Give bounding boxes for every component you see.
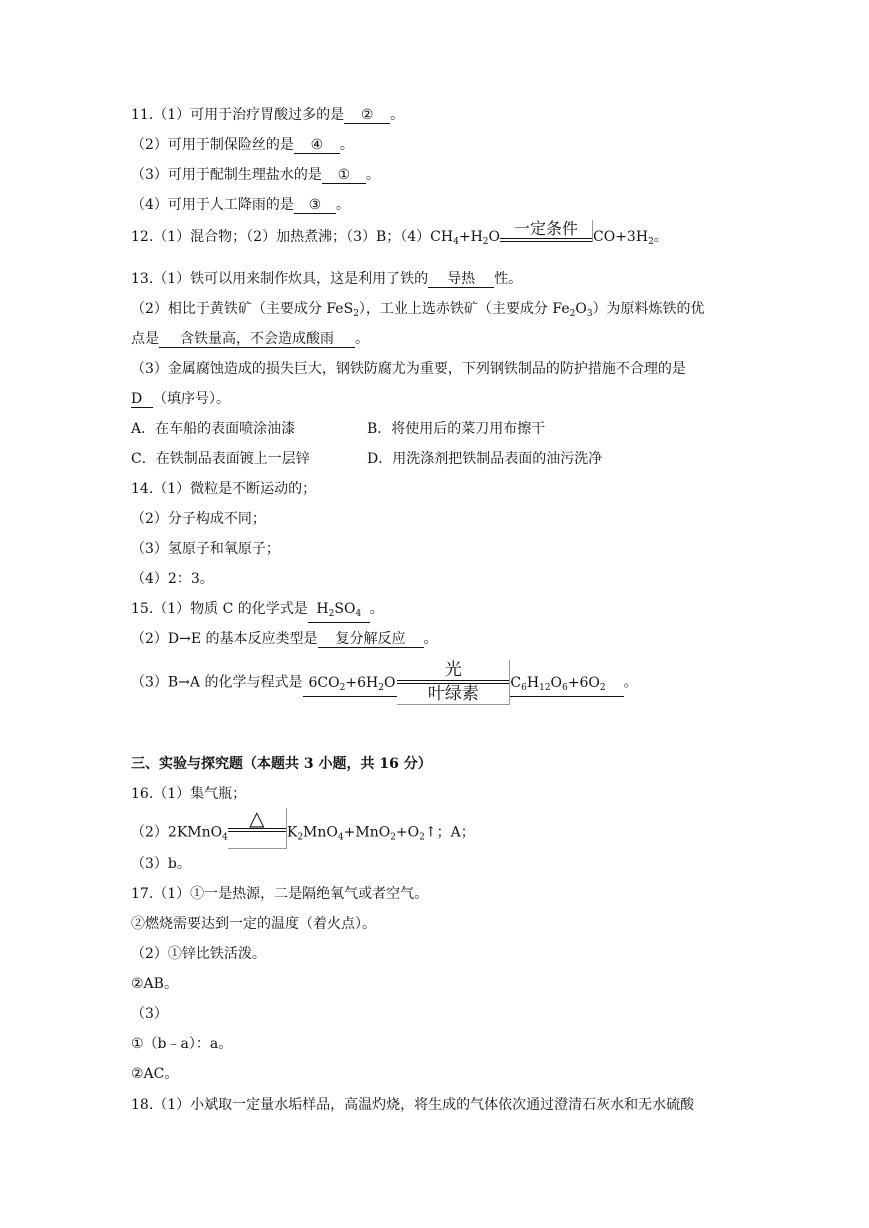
q11-p4-text: （4）可用于人工降雨的是 — [131, 197, 294, 213]
q13-line-2 — [131, 300, 705, 323]
q17-line-7: ②AC。 — [131, 1066, 179, 1082]
q15-p3-text: （3）B→A 的化学与程式是 — [131, 674, 303, 691]
q15-p3-right-sub2: 12 — [539, 682, 551, 693]
q12-double-line — [500, 238, 592, 242]
q17-line-4: ②AB。 — [131, 976, 178, 992]
q11-p3-end: 。 — [365, 167, 380, 183]
q11-p1-text: 11.（1）可用于治疗胃酸过多的是 — [131, 107, 345, 123]
q16-p2-a: （2）2KMnO — [131, 824, 223, 841]
q13-p2-end: 。 — [355, 331, 369, 347]
q17-line-6: ①（b﹣a）：a。 — [131, 1036, 233, 1052]
q15-p3-end: 。 — [623, 674, 638, 691]
q16-p2-sub3: 4 — [337, 832, 344, 843]
q11-line-1 — [131, 106, 404, 124]
q11-line-3 — [131, 166, 380, 184]
q15-p3-right-sub1: 6 — [521, 682, 527, 693]
q13-line-3 — [131, 330, 369, 348]
q16-p2-sub2: 2 — [297, 832, 304, 843]
q15-p3-right-a: C — [510, 674, 522, 691]
q13-line-5 — [131, 390, 230, 408]
q15-p3-left-side — [303, 675, 398, 697]
q16-line-2 — [131, 806, 475, 853]
section-3-heading: 三、实验与探究题（本题共 3 小题，共 16 分） — [131, 756, 432, 772]
q12-sub-2b: 2 — [648, 237, 654, 247]
q13-p2-text-a: （2）相比于黄铁矿（主要成分 FeS — [131, 301, 354, 317]
q12-condition-label: 一定条件 — [514, 219, 579, 238]
q16-p2-sub1: 4 — [222, 832, 228, 843]
q13-p2-line2-pre: 点是 — [131, 331, 159, 347]
q15-line-2 — [131, 630, 438, 648]
q15-p3-condition-box — [397, 660, 510, 705]
q13-option-a: A．在车船的表面喷涂油漆 — [131, 421, 296, 437]
q11-p4-answer: ③ — [294, 197, 336, 214]
q13-option-b: B．将使用后的菜刀用布擦干 — [367, 421, 546, 437]
q11-p3-answer: ① — [322, 167, 366, 184]
q13-p3-text: （3）金属腐蚀造成的损失巨大，钢铁防腐尤为重要，下列钢铁制品的防护措施不合理的是 — [131, 361, 686, 377]
q13-p2-text-c: O — [575, 301, 587, 317]
q15-p3-left-b: +6H — [345, 674, 379, 691]
q13-p2-text-b: ），工业上选赤铁矿（主要成分 Fe — [358, 301, 570, 317]
q16-line-3: （3）b。 — [131, 856, 191, 872]
q18-line-1: 18.（1）小斌取一定量水垢样品，高温灼烧，将生成的气体依次通过澄清石灰水和无水硫酸 — [131, 1097, 695, 1113]
q11-line-4 — [131, 196, 350, 214]
q12-text-c: O — [488, 229, 501, 245]
q15-line-1 — [131, 600, 384, 623]
q14-line-4: （4）2：3。 — [131, 571, 214, 587]
q15-p3-right-b: H — [526, 674, 540, 691]
q13-p2-text-d: ）为原料炼铁的优 — [592, 301, 705, 317]
q13-p2-sub-c: 3 — [586, 309, 593, 319]
q15-p3-condition-bottom: 叶绿素 — [427, 684, 479, 704]
q15-p1-ans-a: H — [316, 601, 329, 617]
q13-p2-answer: 含铁量高，不会造成酸雨 — [159, 331, 355, 348]
q16-p2-c: MnO — [303, 824, 338, 841]
q15-p3-left-a: 6CO — [308, 674, 340, 691]
q16-p2-sub4: 2 — [390, 832, 396, 843]
q15-p3-right-sub4: 2 — [599, 682, 606, 693]
q14-line-1: 14.（1）微粒是不断运动的； — [131, 481, 317, 497]
q15-p3-right-c: O — [550, 674, 563, 691]
q15-p2-text: （2）D→E 的基本反应类型是 — [131, 631, 318, 647]
q11-p3-text: （3）可用于配制生理盐水的是 — [131, 167, 322, 183]
q16-condition-box — [228, 808, 287, 849]
q13-p2-sub-a: 2 — [353, 309, 359, 319]
q13-options-row-1 — [131, 420, 545, 438]
q12-text-a: 12.（1）混合物；（2）加热煮沸；（3）B；（4）CH — [131, 229, 454, 245]
q16-p2-d: +MnO — [343, 824, 391, 841]
q15-p3-condition-top: 光 — [444, 660, 462, 680]
q15-p3-right-d: +6O — [567, 674, 600, 691]
q15-p3-left-sub1: 2 — [339, 682, 346, 693]
q12-end: 。 — [653, 229, 668, 245]
q17-line-1: 17.（1）①一是热源，二是隔绝氧气或者空气。 — [131, 886, 429, 902]
q11-p2-text: （2）可用于制保险丝的是 — [131, 137, 294, 153]
q11-p1-end: 。 — [390, 107, 405, 123]
q17-line-5: （3） — [131, 1006, 168, 1022]
q16-p2-f: ↑；A； — [424, 824, 475, 841]
q14-line-2: （2）分子构成不同； — [131, 511, 266, 527]
q11-p2-answer: ④ — [294, 137, 340, 154]
q12-text-d: CO+3H — [593, 229, 649, 245]
q13-p1-end: 性。 — [494, 271, 523, 287]
q15-p1-ans-sub1: 2 — [328, 609, 335, 619]
q15-p3-left-sub2: 2 — [378, 682, 384, 693]
q12-line — [131, 219, 668, 253]
q15-p1-text: 15.（1）物质 C 的化学式是 — [131, 601, 308, 617]
q13-option-d: D．用洗涤剂把铁制品表面的油污洗净 — [367, 451, 603, 467]
q15-p1-answer — [308, 601, 370, 623]
q16-p2-e: +O — [395, 824, 420, 841]
q13-line-4 — [131, 360, 686, 378]
q15-p1-end: 。 — [369, 601, 384, 617]
q13-p1-text: 13.（1）铁可以用来制作炊具，这是利用了铁的 — [131, 271, 429, 287]
q16-line-1: 16.（1）集气瓶； — [131, 786, 247, 802]
q13-line-1 — [131, 270, 522, 288]
q15-p2-end: 。 — [423, 631, 438, 647]
q16-condition-delta: △ — [249, 806, 265, 830]
q13-p3-answer: D — [131, 391, 153, 408]
q11-p4-end: 。 — [335, 197, 350, 213]
q15-p1-ans-b: SO — [334, 601, 356, 617]
q11-p2-end: 。 — [339, 137, 354, 153]
q11-p1-answer: ② — [344, 107, 390, 124]
q13-options-row-2 — [131, 450, 602, 468]
q16-p2-sub5: 2 — [419, 832, 425, 843]
q17-line-3: （2）①锌比铁活泼。 — [131, 946, 266, 962]
q15-p3-left-c: O — [383, 674, 396, 691]
q15-p3-right-side — [510, 675, 623, 697]
q14-line-3: （3）氢原子和氧原子； — [131, 541, 280, 557]
q17-line-2: ②燃烧需要达到一定的温度（着火点）。 — [131, 916, 376, 932]
q13-p1-answer: 导热 — [428, 271, 494, 288]
q12-condition-box — [500, 220, 593, 242]
q11-line-2 — [131, 136, 354, 154]
q15-p2-answer: 复分解反应 — [318, 631, 424, 648]
q13-p3-end: （填序号）。 — [153, 391, 230, 407]
q13-option-c: C．在铁制品表面镀上一层锌 — [131, 451, 310, 467]
q15-p3-right-sub3: 6 — [562, 682, 568, 693]
q12-text-b: +H — [458, 229, 483, 245]
q15-line-3 — [131, 660, 638, 706]
q13-p2-sub-b: 2 — [569, 309, 576, 319]
q12-sub-2: 2 — [482, 237, 489, 247]
q12-sub-4: 4 — [453, 237, 459, 247]
q15-p1-ans-sub2: 4 — [355, 609, 362, 619]
q16-p2-b: K — [286, 824, 298, 841]
